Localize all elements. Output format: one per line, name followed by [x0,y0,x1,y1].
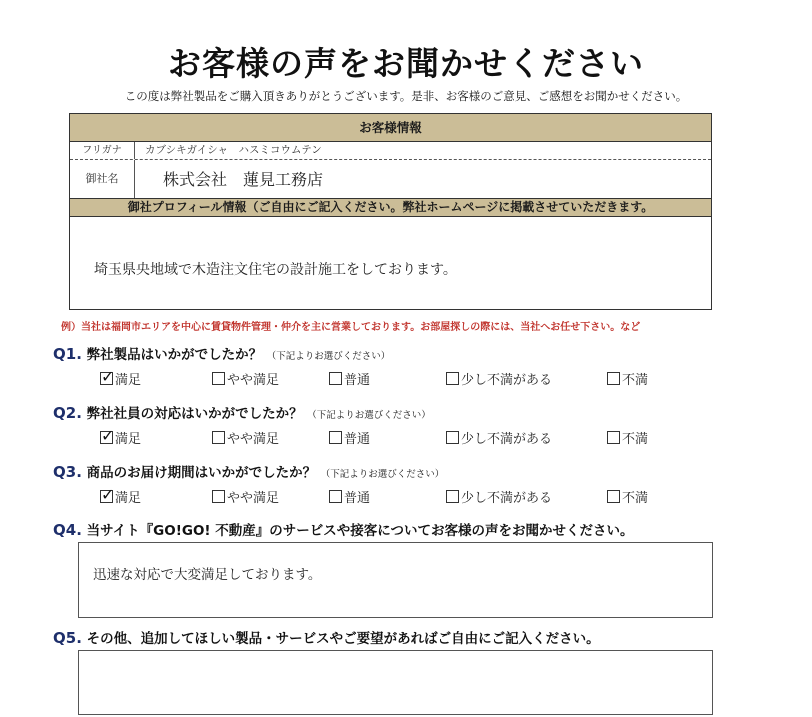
option-label: 少し不満がある [461,373,553,388]
profile-field[interactable]: 埼玉県央地域で木造注文住宅の設計施工をしております。 [94,262,457,278]
question-3-note: （下記よりお選びください） [320,469,445,480]
q2-option-5[interactable] [607,428,648,447]
option-label: 満足 [115,491,142,506]
question-4-text: 当サイト『GO!GO! 不動産』のサービスや接客についてお客様の声をお聞かせください。 [86,523,634,539]
q2-option-1[interactable] [100,428,141,447]
customer-info-box [69,113,712,310]
question-2-text: 弊社社員の対応はいかがでしたか？ [86,406,303,422]
option-label: 少し不満がある [461,432,553,447]
question-2-number: Q2. [53,404,82,422]
checkbox-icon[interactable] [329,490,342,503]
question-1-note: （下記よりお選びください） [266,351,391,362]
option-label: 普通 [344,491,371,506]
question-5-text: その他、追加してほしい製品・サービスやご要望があればご自由にご記入ください。 [86,631,600,647]
question-5-number: Q5. [53,629,82,647]
option-label: 不満 [622,491,649,506]
option-label: 不満 [622,432,649,447]
furigana-label: フリガナ [70,142,135,159]
option-label: 満足 [115,432,142,447]
customer-info-header: お客様情報 [70,114,711,142]
question-1-title [53,343,390,363]
question-2-title [53,402,431,422]
question-1-options [0,369,812,389]
checkbox-icon[interactable] [100,490,113,503]
q1-option-1[interactable] [100,369,141,388]
question-4-title [53,519,634,539]
checkbox-icon[interactable] [607,372,620,385]
example-note: 例）当社は福岡市エリアを中心に賃貸物件管理・仲介を主に営業しております。お部屋探しの際には、当社へお任せ下さい。など [61,322,641,333]
option-label: やや満足 [227,432,280,447]
question-5-title [53,627,600,647]
option-label: 普通 [344,373,371,388]
option-label: やや満足 [227,491,280,506]
question-3-text: 商品のお届け期間はいかがでしたか？ [86,465,317,481]
checkbox-icon[interactable] [212,431,225,444]
option-label: 普通 [344,432,371,447]
q2-option-3[interactable] [329,428,370,447]
q1-option-5[interactable] [607,369,648,388]
profile-header: 御社プロフィール情報（ご自由にご記入ください。弊社ホームページに掲載させていただきます。 [70,199,711,217]
q1-option-4[interactable] [446,369,552,388]
q1-option-3[interactable] [329,369,370,388]
question-3-options [0,487,812,507]
company-name-row [70,160,711,199]
option-label: やや満足 [227,373,280,388]
question-4-answer: 迅速な対応で大変満足しております。 [93,567,322,583]
checkbox-icon[interactable] [607,490,620,503]
checkbox-icon[interactable] [329,372,342,385]
q3-option-2[interactable] [212,487,279,506]
q2-option-4[interactable] [446,428,552,447]
question-3-title [53,461,444,481]
q3-option-4[interactable] [446,487,552,506]
question-4-answer-box[interactable] [78,542,713,618]
company-name-label: 御社名 [70,160,135,198]
option-label: 不満 [622,373,649,388]
furigana-row [70,142,711,160]
question-1-number: Q1. [53,345,82,363]
checkbox-icon[interactable] [329,431,342,444]
question-1-text: 弊社製品はいかがでしたか？ [86,347,263,363]
option-label: 少し不満がある [461,491,553,506]
q3-option-1[interactable] [100,487,141,506]
checkbox-icon[interactable] [446,372,459,385]
checkbox-icon[interactable] [100,431,113,444]
q2-option-2[interactable] [212,428,279,447]
checkbox-icon[interactable] [100,372,113,385]
page-subtitle: この度は弊社製品をご購入頂きありがとうございます。是非、お客様のご意見、ご感想をお聞かせください。 [124,89,688,103]
company-name-field[interactable]: 株式会社 蓮見工務店 [163,170,324,189]
furigana-field[interactable]: カブシキガイシャ ハスミコウムテン [145,144,322,156]
q3-option-3[interactable] [329,487,370,506]
option-label: 満足 [115,373,142,388]
question-4-number: Q4. [53,521,82,539]
checkbox-icon[interactable] [607,431,620,444]
question-2-note: （下記よりお選びください） [307,410,431,421]
question-5-answer [79,651,712,671]
checkbox-icon[interactable] [212,490,225,503]
question-5-answer-box[interactable] [78,650,713,715]
q3-option-5[interactable] [607,487,648,506]
q1-option-2[interactable] [212,369,279,388]
checkbox-icon[interactable] [212,372,225,385]
question-2-options [0,428,812,448]
checkbox-icon[interactable] [446,431,459,444]
question-3-number: Q3. [53,463,82,481]
checkbox-icon[interactable] [446,490,459,503]
page-title: お客様の声をお聞かせください [168,44,644,83]
